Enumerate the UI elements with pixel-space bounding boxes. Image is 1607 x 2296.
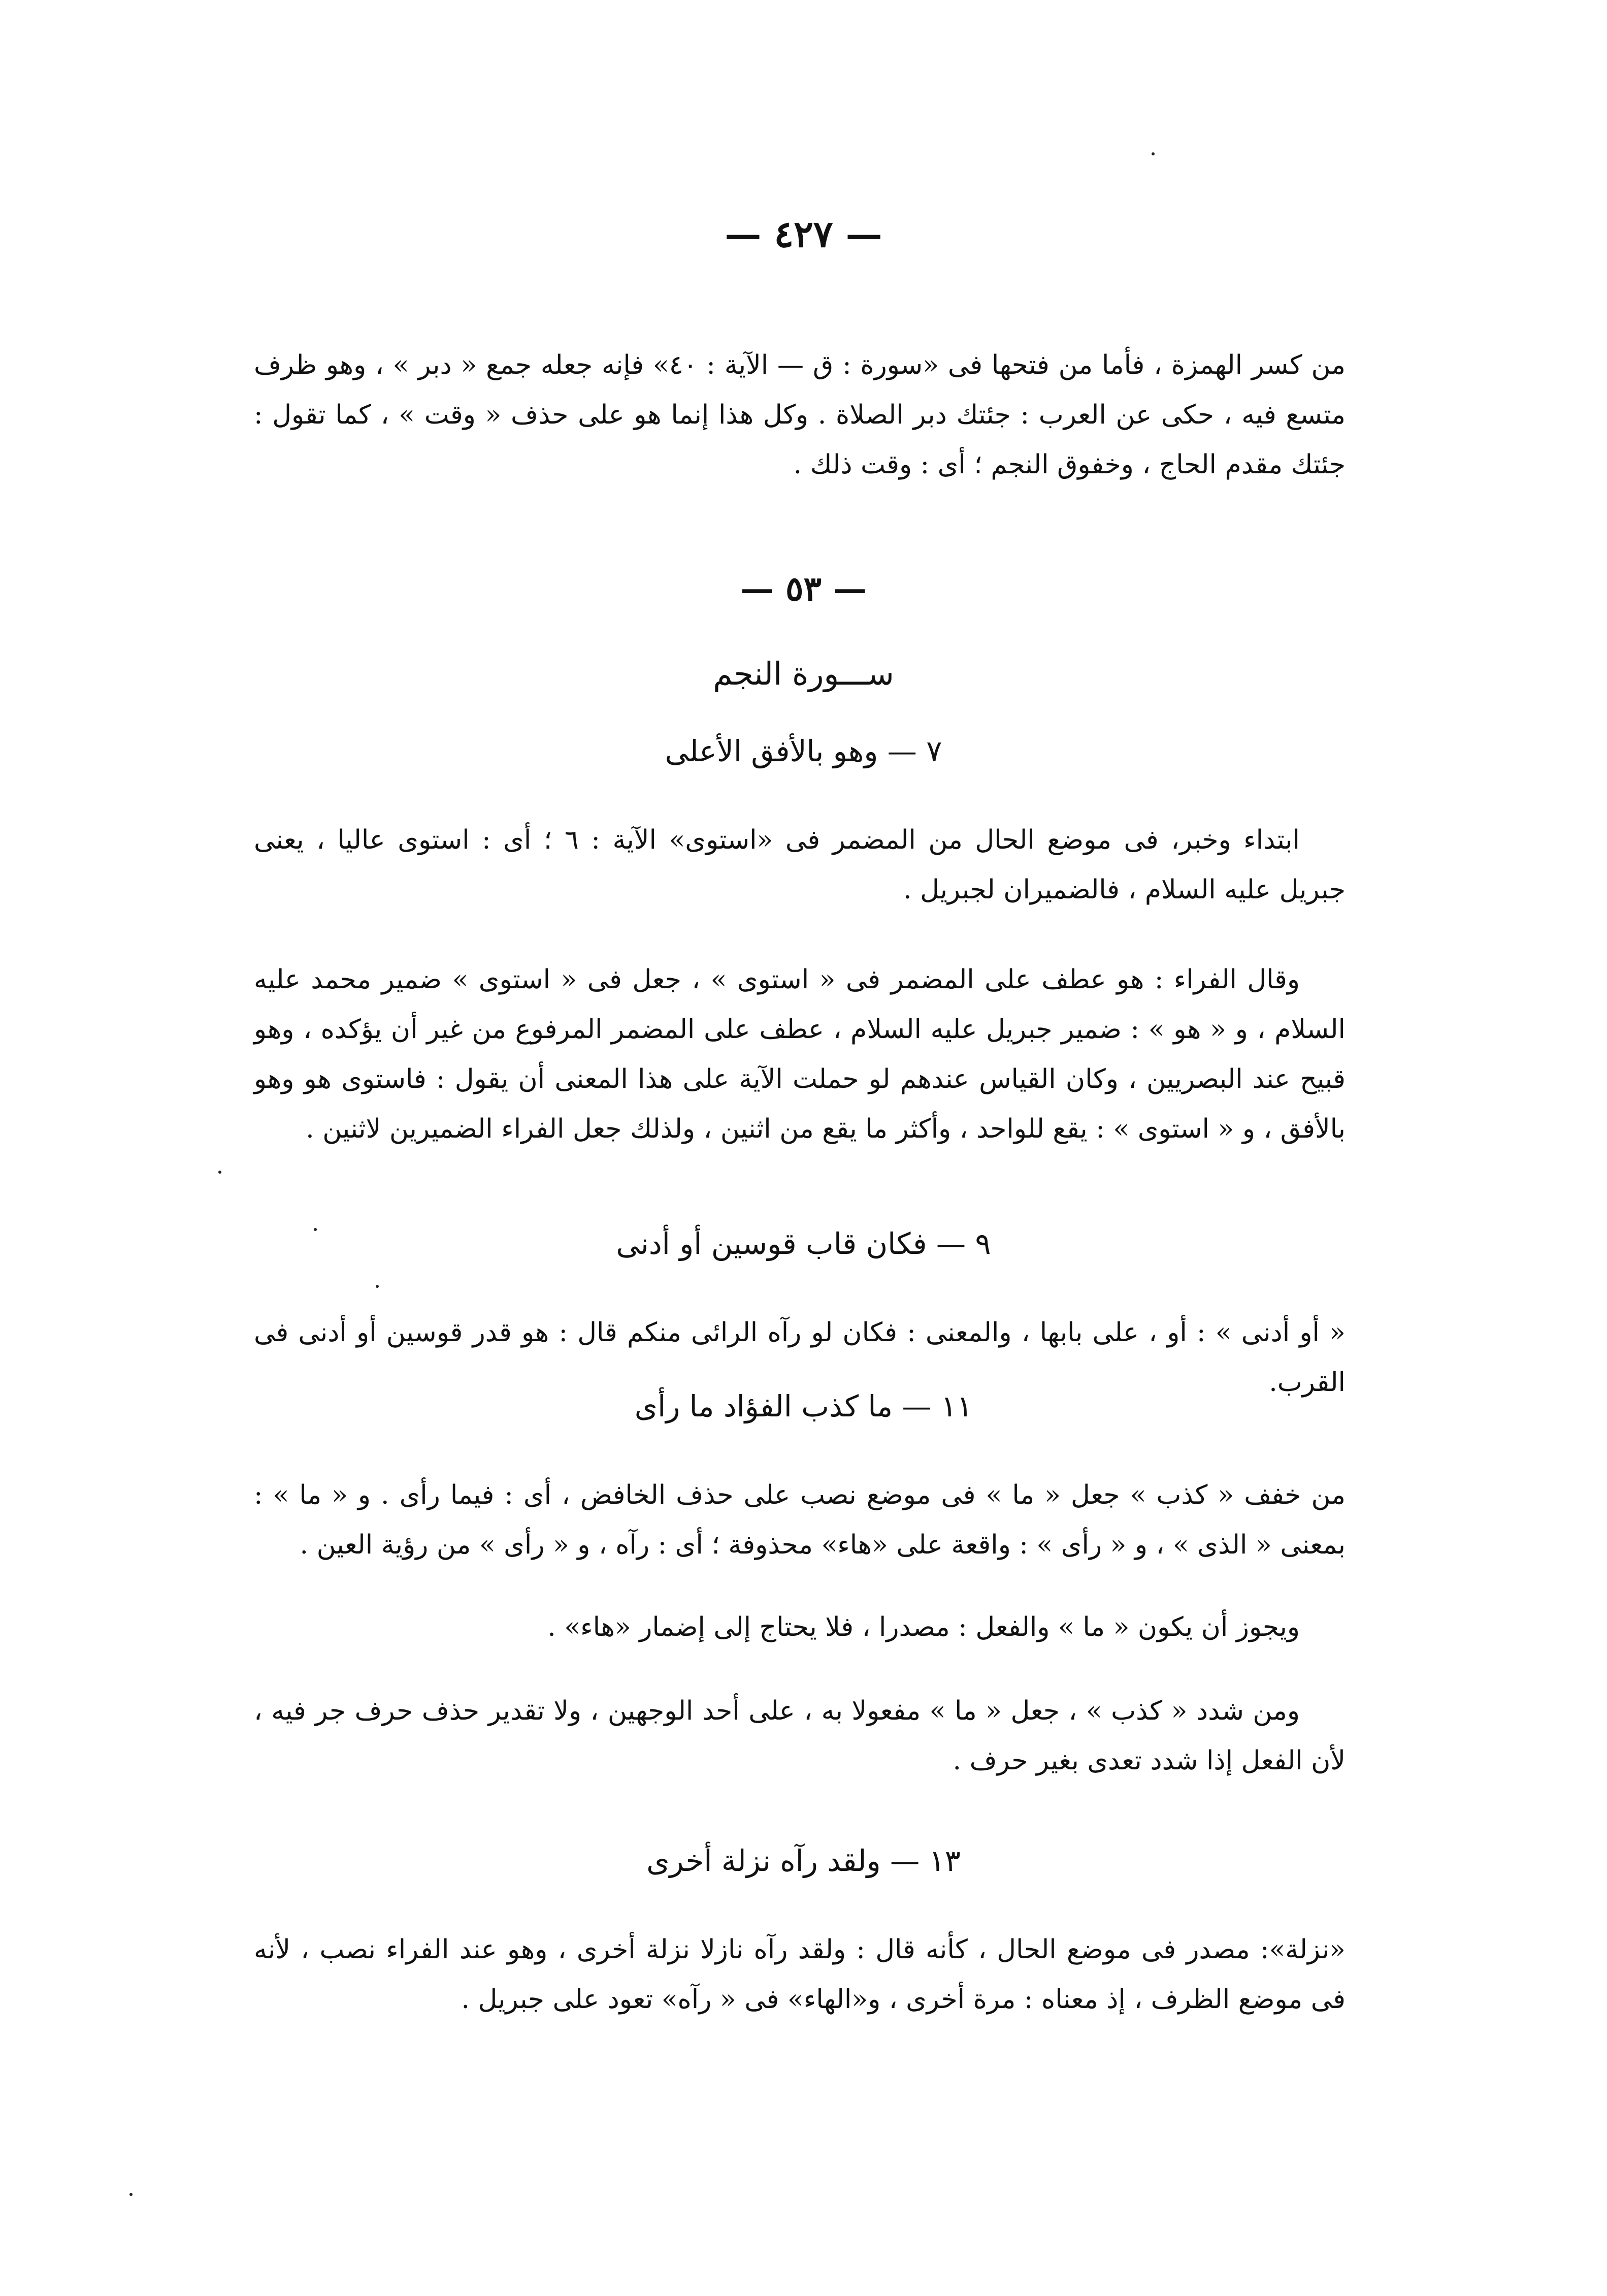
commentary-paragraph: ابتداء وخبر، فى موضع الحال من المضمر فى «استوى» الآية : ٦ ؛ أى : استوى عاليا ، يعنى جبريل عليه السلام ، فالضميران لجبريل .: [254, 825, 1346, 905]
verse-heading-7: ٧ — وهو بالأفق الأعلى: [665, 734, 942, 768]
scan-speck: [218, 1171, 221, 1174]
scan-speck: [376, 1285, 379, 1288]
scan-speck: [314, 1228, 317, 1231]
verse-heading-11: ١١ — ما كذب الفؤاد ما رأى: [634, 1389, 973, 1424]
page-number: — ٤٢٧ —: [725, 212, 882, 255]
verse-heading-13: ١٣ — ولقد رآه نزلة أخرى: [646, 1844, 961, 1878]
surah-title: ســـورة النجم: [713, 655, 894, 692]
commentary-paragraph: من خفف « كذب » جعل « ما » فى موضع نصب على حذف الخافض ، أى : فيما رأى . و « ما » : بمعنى « الذى » ، و « رأى » : واقعة على «هاء» محذوفة ؛ أى : رآه ، و « رأى » من رؤية العين .: [254, 1480, 1346, 1560]
verse-heading-9: ٩ — فكان قاب قوسين أو أدنى: [616, 1226, 991, 1261]
commentary-paragraph: وقال الفراء : هو عطف على المضمر فى « استوى » ، جعل فى « استوى » ضمير محمد عليه السلام ، و « هو » : ضمير جبريل عليه السلام ، عطف على المضمر المرفوع من غير أن يؤكده ، وهو قبيح عند البصريين ، وكان القياس عندهم لو حملت الآية على هذا المعنى أن يقول : فاستوى هو وهو بالأفق ، و « استوى » : يقع للواحد ، وأكثر ما يقع من اثنين ، ولذلك جعل الفراء الضميرين لاثنين .: [254, 964, 1346, 1144]
commentary-paragraph: «نزلة»: مصدر فى موضع الحال ، كأنه قال : ولقد رآه نازلا نزلة أخرى ، وهو عند الفراء نصب ، لأنه فى موضع الظرف ، إذ معناه : مرة أخرى ، و«الهاء» فى « رآه» تعود على جبريل .: [254, 1934, 1346, 2015]
scan-speck: [129, 2193, 133, 2196]
intro-paragraph: من كسر الهمزة ، فأما من فتحها فى «سورة : ق — الآية : ٤٠» فإنه جعله جمع « دبر » ، وهو ظرف متسع فيه ، حكى عن العرب : جئتك دبر الصلاة . وكل هذا إنما هو على حذف « وقت » ، كما تقول : جئتك مقدم الحاج ، وخفوق النجم ؛ أى : وقت ذلك .: [254, 350, 1346, 480]
commentary-paragraph: ومن شدد « كذب » ، جعل « ما » مفعولا به ، على أحد الوجهين ، ولا تقدير حذف حرف جر فيه ، لأن الفعل إذا شدد تعدى بغير حرف .: [254, 1696, 1346, 1776]
commentary-paragraph: ويجوز أن يكون « ما » والفعل : مصدرا ، فلا يحتاج إلى إضمار «هاء» .: [547, 1612, 1300, 1642]
scan-speck: [1152, 152, 1155, 155]
surah-number: — ٥٣ —: [740, 569, 867, 608]
commentary-paragraph: « أو أدنى » : أو ، على بابها ، والمعنى : فكان لو رآه الرائى منكم قال : هو قدر قوسين أو أدنى فى القرب.: [254, 1317, 1346, 1398]
